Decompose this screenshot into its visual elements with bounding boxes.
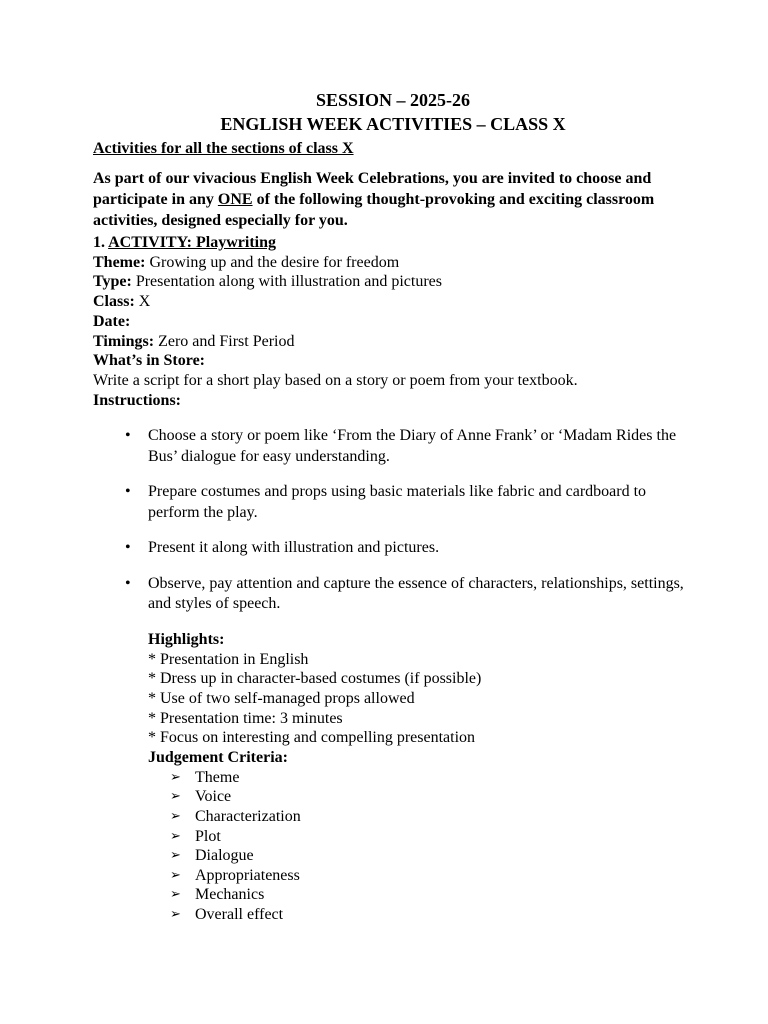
intro-emphasis: ONE: [217, 191, 253, 208]
class-value: X: [134, 293, 151, 311]
highlight-item: * Focus on interesting and compelling presentation: [148, 729, 476, 747]
arrow-bullet-icon: ➢: [170, 867, 181, 883]
highlights-label: Highlights:: [148, 630, 225, 648]
criterion-text: Voice: [195, 788, 232, 806]
highlight-item: * Presentation in English: [148, 650, 309, 668]
instruction-text: Choose a story or poem like ‘From the Diary of Anne Frank’ or ‘Madam Rides the Bus’ dialogue for easy understanding.: [148, 427, 677, 465]
list-item: [170, 866, 693, 886]
intro-paragraph: [93, 168, 693, 231]
criterion-text: Appropriateness: [195, 866, 300, 884]
activity-name: ACTIVITY: Playwriting: [108, 234, 276, 251]
instruction-text: Present it along with illustration and pictures.: [148, 539, 440, 557]
instructions-label: Instructions:: [93, 391, 182, 409]
arrow-bullet-icon: ➢: [170, 906, 181, 922]
list-item: [170, 905, 693, 925]
list-item: [170, 807, 693, 827]
highlight-item: * Dress up in character-based costumes (if possible): [148, 670, 482, 688]
intro-text-2: of the following thought-provoking and exciting classroom activities, designed especially for you.: [93, 191, 655, 229]
type-value: Presentation along with illustration and pictures: [131, 273, 442, 291]
theme-label: Theme:: [93, 253, 146, 271]
theme-line: [93, 253, 693, 273]
document-page: [93, 88, 693, 925]
criteria-label: Judgement Criteria:: [148, 749, 288, 767]
theme-value: Growing up and the desire for freedom: [145, 253, 400, 271]
arrow-bullet-icon: ➢: [170, 769, 181, 785]
arrow-bullet-icon: ➢: [170, 789, 181, 805]
highlight-item: * Presentation time: 3 minutes: [148, 709, 343, 727]
bullet-icon: •: [125, 483, 131, 501]
subheading: Activities for all the sections of class X: [93, 140, 354, 157]
type-label: Type:: [93, 273, 132, 291]
session-title: SESSION – 2025-26: [315, 90, 471, 110]
bullet-icon: •: [125, 574, 131, 592]
criterion-text: Plot: [195, 827, 221, 845]
list-item: [170, 827, 693, 847]
bullet-icon: •: [125, 427, 131, 445]
list-item: [93, 426, 693, 467]
type-line: [93, 272, 693, 292]
criterion-text: Mechanics: [195, 886, 265, 904]
list-item: [93, 482, 693, 523]
timings-label: Timings:: [93, 332, 155, 350]
activity-heading: [93, 233, 693, 253]
arrow-bullet-icon: ➢: [170, 848, 181, 864]
instructions-list: [93, 426, 693, 615]
criterion-text: Theme: [195, 768, 240, 786]
instruction-text: Prepare costumes and props using basic materials like fabric and cardboard to perform the play.: [148, 483, 647, 521]
arrow-bullet-icon: ➢: [170, 808, 181, 824]
store-value: Write a script for a short play based on a story or poem from your textbook.: [93, 371, 578, 389]
list-item: [170, 846, 693, 866]
criterion-text: Overall effect: [195, 905, 284, 923]
timings-value: Zero and First Period: [154, 332, 295, 350]
list-item: [170, 787, 693, 807]
class-label: Class:: [93, 293, 135, 311]
list-item: [170, 885, 693, 905]
criterion-text: Characterization: [195, 807, 301, 825]
timings-line: [93, 332, 693, 352]
instruction-text: Observe, pay attention and capture the essence of characters, relationships, settings, and styles of speech.: [148, 574, 684, 613]
criteria-list: [170, 768, 693, 925]
bullet-icon: •: [125, 539, 131, 557]
list-item: [170, 768, 693, 788]
highlight-item: * Use of two self-managed props allowed: [148, 689, 415, 707]
activity-number: 1.: [93, 234, 109, 251]
class-line: [93, 292, 693, 312]
intro-text-1: As part of our vivacious English Week Celebrations, you are invited to choose and participate in any: [93, 170, 652, 208]
arrow-bullet-icon: ➢: [170, 887, 181, 903]
list-item: [93, 574, 693, 615]
date-label: Date:: [93, 312, 131, 330]
criterion-text: Dialogue: [195, 847, 254, 865]
page-title: ENGLISH WEEK ACTIVITIES – CLASS X: [220, 114, 566, 134]
highlights-section: [148, 630, 693, 768]
store-label: What’s in Store:: [93, 352, 205, 370]
list-item: [93, 538, 693, 559]
arrow-bullet-icon: ➢: [170, 828, 181, 844]
